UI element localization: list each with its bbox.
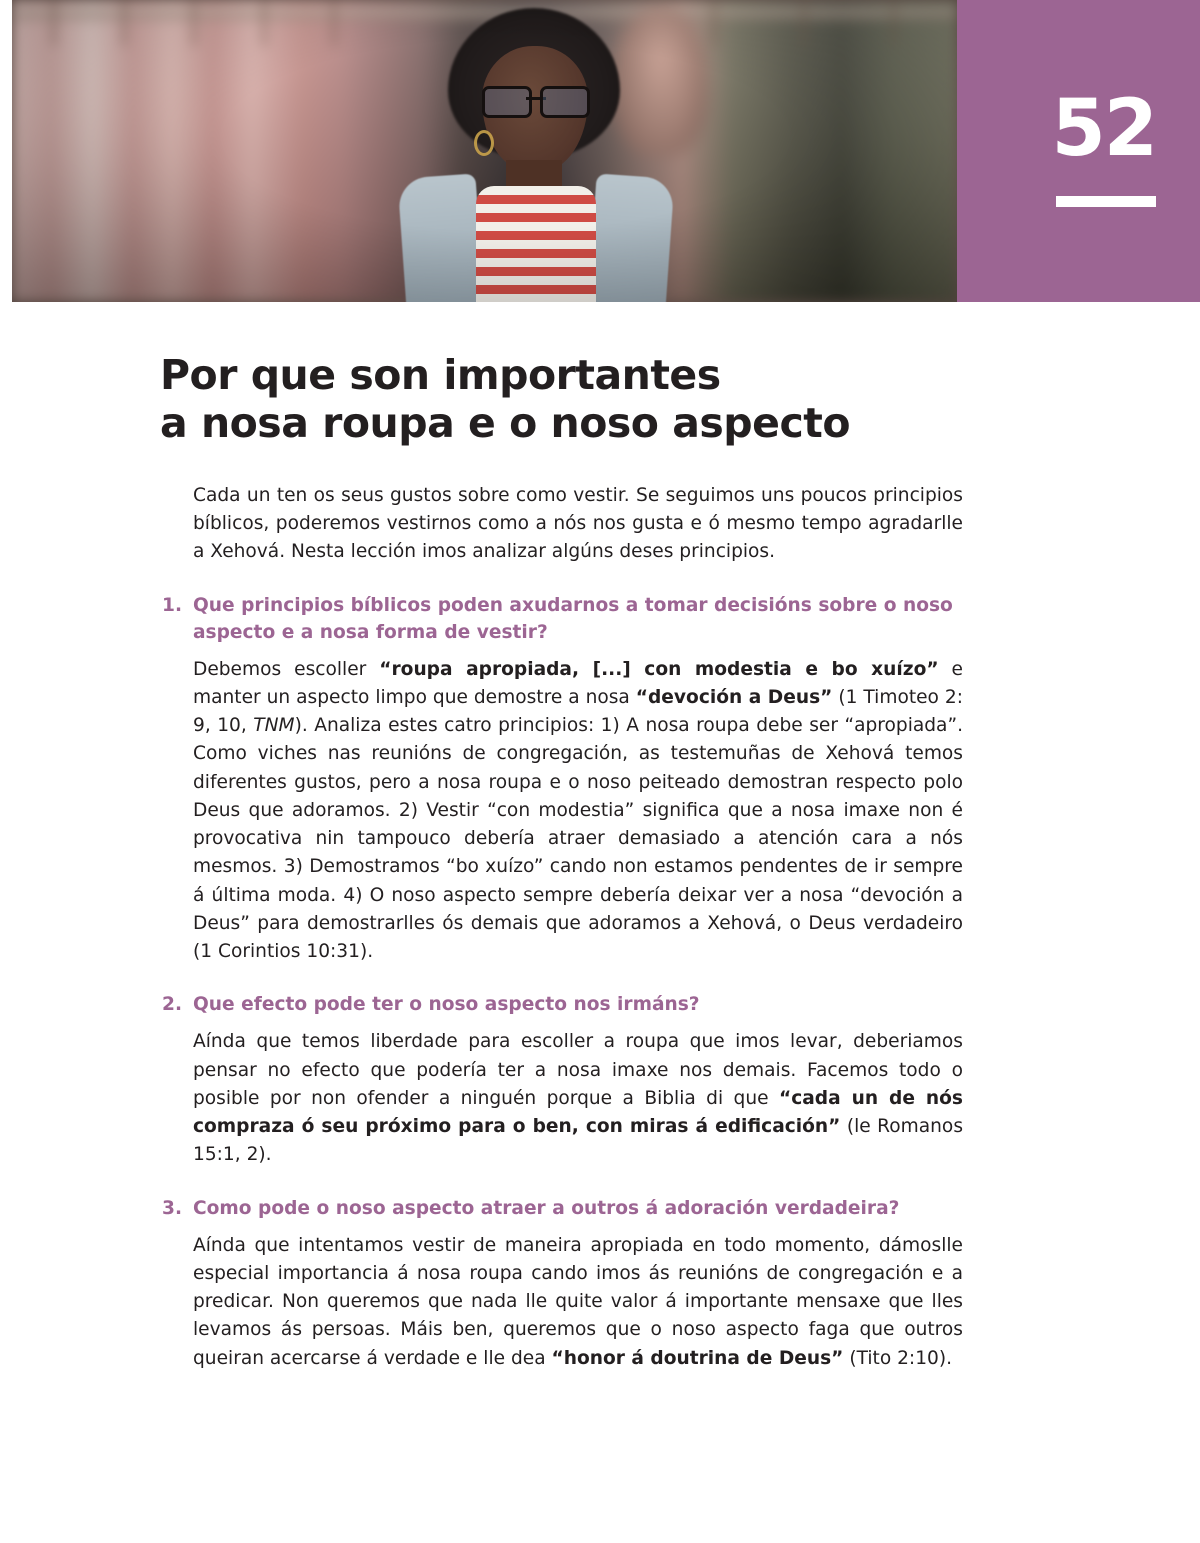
question-block-1 — [162, 593, 963, 967]
intro-paragraph: Cada un ten os seus gustos sobre como vestir. Se seguimos uns poucos principios bíblicos, poderemos vestirnos como a nós nos gusta e ó mesmo tempo agradarlle a Xehová. Nesta lección imos analizar algúns deses principios. — [193, 484, 963, 563]
question-heading-2 — [162, 992, 963, 1019]
page-title-line-2: a nosa roupa e o noso aspecto — [160, 398, 851, 447]
question-text-1: Que principios bíblicos poden axudarnos a tomar decisións sobre o noso aspecto e a nosa forma de vestir? — [193, 594, 953, 643]
page-header — [0, 0, 1200, 302]
answer-text-2: Aínda que temos liberdade para escoller a roupa que imos levar, deberiamos pensar no efecto que podería ter a nosa imaxe nos demais. Facemos todo o posible por non ofender a ninguén porque a Biblia di que “cada un de nós compraza ó seu próximo para o ben, con miras á edificación” (le Romanos 15:1, 2). — [193, 1031, 964, 1166]
question-block-2 — [162, 992, 964, 1169]
lesson-number-underline — [1056, 196, 1156, 207]
question-heading-1 — [162, 593, 963, 647]
lesson-number: 52 — [1051, 84, 1156, 174]
page-title-line-1: Por que son importantes — [160, 351, 721, 399]
question-heading-3 — [162, 1196, 963, 1223]
photo-vignette — [12, 0, 957, 302]
question-text-2: Que efecto pode ter o noso aspecto nos irmáns? — [193, 994, 700, 1016]
question-block-3 — [162, 1196, 963, 1373]
hero-photo — [12, 0, 957, 302]
question-number-3: 3. — [162, 1197, 183, 1219]
answer-text-1: Debemos escoller “roupa apropiada, [...] con modestia e bo xuízo” e manter un aspecto limpo que demostre a nosa “devoción a Deus” (1 Timoteo 2: 9, 10, TNM). Analiza estes catro principios: 1) A nosa roupa debe ser “apropiada”. Como viches nas reunións de congregación, as testemuñas de Xehová temos diferentes gustos, pero a nosa roupa e o noso peiteado demostran respecto polo Deus que adoramos. 2) Vestir “con modestia” significa que a nosa imaxe non é provocativa nin tampouco debería atraer demasiado a atención cara a nós mesmos. 3) Demostramos “bo xuízo” cando non estamos pendentes de ir sempre á última moda. 4) O noso aspecto sempre debería deixar ver a nosa “devoción a Deus” para demostrarlles ós demais que adoramos a Xehová, o Deus verdadeiro (1 Corintios 10:31). — [193, 658, 963, 963]
article-body — [162, 482, 964, 1373]
answer-text-3: Aínda que intentamos vestir de maneira apropiada en todo momento, dámoslle especial importancia á nosa roupa cando imos ás reunións de congregación e a predicar. Non queremos que nada lle quite valor á importante mensaxe que lles levamos ás persoas. Máis ben, queremos que o noso aspecto faga que outros queiran acercarse á verdade e lle dea “honor á doutrina de Deus” (Tito 2:10). — [193, 1234, 963, 1369]
page-title — [160, 352, 980, 448]
article-content — [0, 302, 1200, 1373]
question-text-3: Como pode o noso aspecto atraer a outros á adoración verdadeira? — [193, 1197, 900, 1219]
question-number-1: 1. — [162, 594, 183, 616]
question-number-2: 2. — [162, 994, 183, 1016]
lesson-number-box — [957, 0, 1200, 302]
